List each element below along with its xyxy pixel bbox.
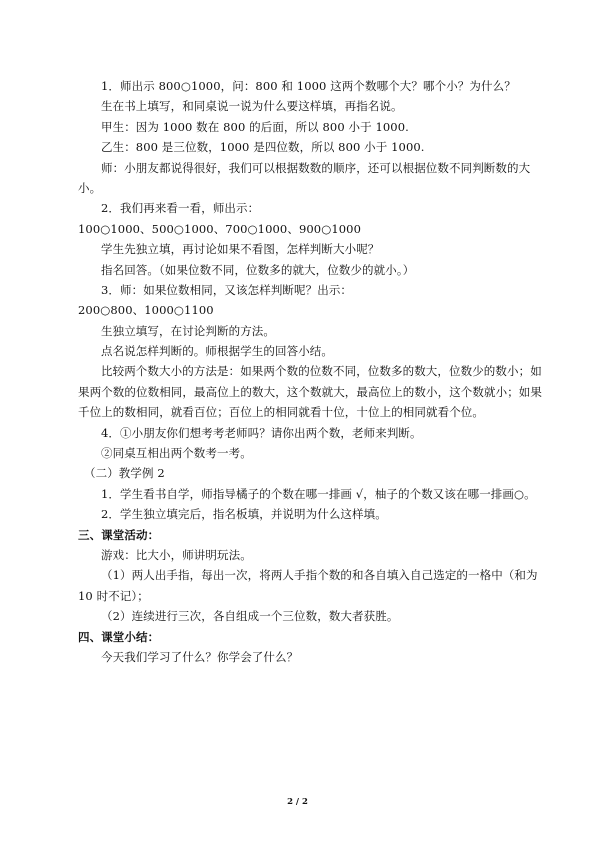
paragraph-line: 小。 (78, 180, 102, 195)
section-heading: 三、课堂活动： (78, 527, 160, 542)
paragraph-line: 今天我们学习了什么？你学会了什么？ (101, 649, 299, 664)
document-body (78, 76, 542, 667)
section-subheading: （二）教学例 2 (84, 466, 165, 481)
paragraph-line: 千位上的数相同，就看百位；百位上的相同就看十位，十位上的相同就看个位。 (78, 405, 484, 420)
section-heading: 四、课堂小结： (78, 629, 160, 644)
paragraph-line: 学生先独立填，再讨论如果不看图，怎样判断大小呢？ (101, 242, 380, 257)
paragraph-line: 生独立填写，在讨论判断的方法。 (101, 323, 275, 338)
paragraph-line: 3．师：如果位数相同，又该怎样判断呢？出示： (101, 282, 353, 297)
paragraph-line: 点名说怎样判断的。师根据学生的回答小结。 (101, 344, 333, 359)
paragraph-line: 比较两个数大小的方法是：如果两个数的位数不同，位数多的数大，位数少的数小；如 (101, 364, 542, 379)
paragraph-line: 4．①小朋友你们想考考老师吗？请你出两个数，老师来判断。 (101, 425, 422, 440)
paragraph-line: 游戏：比大小，师讲明玩法。 (101, 547, 252, 562)
paragraph-line: 100○1000、500○1000、700○1000、900○1000 (78, 221, 362, 236)
paragraph-line: （2）连续进行三次，各自组成一个三位数，数大者获胜。 (101, 609, 399, 624)
paragraph-line: 乙生：800 是三位数，1000 是四位数，所以 800 小于 1000. (101, 140, 425, 155)
paragraph-line: 生在书上填写，和同桌说一说为什么要这样填，再指名说。 (101, 99, 403, 114)
paragraph-line: 师：小朋友都说得很好，我们可以根据数数的顺序，还可以根据位数不同判断数的大 (101, 160, 531, 175)
page-number: 2 / 2 (287, 797, 308, 807)
paragraph-line: 1．师出示 800○1000，问：800 和 1000 这两个数哪个大？哪个小？为什么？ (101, 79, 516, 93)
paragraph-line: 200○800、1000○1100 (78, 303, 214, 318)
paragraph-line: 果两个数的位数相同，最高位上的数大，这个数就大，最高位上的数小，这个数就小；如果 (78, 384, 542, 399)
paragraph-line: ②同桌互相出两个数考一考。 (101, 446, 252, 461)
paragraph-line: 甲生：因为 1000 数在 800 的后面，所以 800 小于 1000. (101, 119, 409, 134)
paragraph-line: （1）两人出手指，每出一次，将两人手指个数的和各自填入自己选定的一格中（和为 (101, 568, 538, 583)
paragraph-line: 1．学生看书自学，师指导橘子的个数在哪一排画 √，柚子的个数又该在哪一排画○。 (101, 486, 536, 501)
paragraph-line: 2．学生独立填完后，指名板填，并说明为什么这样填。 (101, 507, 387, 522)
paragraph-line: 指名回答。（如果位数不同，位数多的就大，位数少的就小。） (101, 262, 415, 277)
paragraph-line: 10 时不记）； (78, 588, 149, 603)
paragraph-line: 2．我们再来看一看，师出示： (101, 201, 260, 216)
